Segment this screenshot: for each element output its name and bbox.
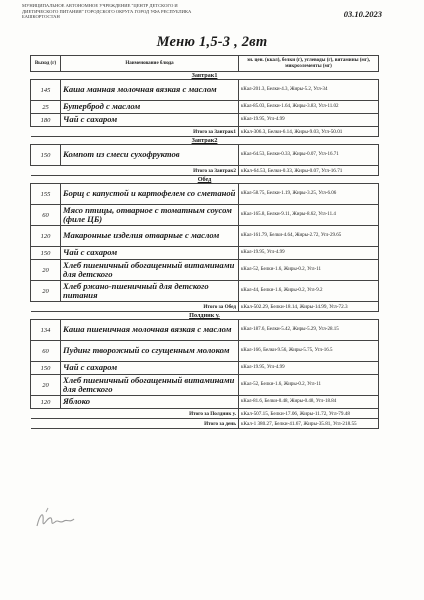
section-total-row <box>31 166 379 176</box>
section-title: Завтрак1 <box>31 72 379 80</box>
dish-nutrition: кКал-64.53, Белки-0.33, Жиры-0.07, Угл-16.71 <box>239 145 379 166</box>
section-total-value: кКал-64.53, Белки-0.33, Жиры-0.07, Угл-16.71 <box>239 166 379 176</box>
dish-nutrition: кКал-165.8, Белки-9.11, Жиры-8.62, Угл-11.4 <box>239 205 379 226</box>
day-total-label: Итого за день <box>61 419 239 429</box>
section-total-value: кКал-306.3, Белки-6.14, Жиры-9.03, Угл-50.01 <box>239 127 379 137</box>
menu-row <box>31 260 379 281</box>
dish-name: Каша пшеничная молочная вязкая с маслом <box>61 320 239 341</box>
menu-row <box>31 396 379 409</box>
dish-name: Мясо птицы, отварное с томатным соусом (филе ЦБ) <box>61 205 239 226</box>
dish-name: Каша манная молочная вязкая с маслом <box>61 80 239 101</box>
dish-name: Макаронные изделия отварные с маслом <box>61 226 239 247</box>
organization-name <box>22 3 332 20</box>
dish-nutrition: кКал-166, Белки-9.56, Жиры-5.75, Угл-16.5 <box>239 341 379 362</box>
dish-nutrition: кКал-19.95, Угл-4.99 <box>239 362 379 375</box>
dish-nutrition: кКал-44, Белки-1.6, Жиры-0.2, Угл-9.2 <box>239 281 379 302</box>
dish-yield: 155 <box>31 184 61 205</box>
dish-yield: 145 <box>31 80 61 101</box>
dish-nutrition: кКал-19.95, Угл-4.99 <box>239 114 379 127</box>
dish-nutrition: кКал-19.95, Угл-4.99 <box>239 247 379 260</box>
dish-nutrition: кКал-81.6, Белки-0.48, Жиры-0.48, Угл-18.84 <box>239 396 379 409</box>
dish-name: Чай с сахаром <box>61 114 239 127</box>
dish-yield: 120 <box>31 396 61 409</box>
dish-name: Чай с сахаром <box>61 247 239 260</box>
total-spacer <box>31 419 61 429</box>
dish-yield: 25 <box>31 101 61 114</box>
menu-row <box>31 341 379 362</box>
dish-yield: 150 <box>31 145 61 166</box>
menu-row <box>31 184 379 205</box>
org-line-2: ДИЕТИЧЕСКОГО ПИТАНИЯ" ГОРОДСКОГО ОКРУГА ГОРОД УФА РЕСПУБЛИКА <box>22 8 192 14</box>
dish-yield: 60 <box>31 341 61 362</box>
dish-name: Яблоко <box>61 396 239 409</box>
section-total-row <box>31 127 379 137</box>
menu-row <box>31 101 379 114</box>
section-header <box>31 176 379 184</box>
section-header <box>31 312 379 320</box>
signature-scribble <box>34 504 80 534</box>
dish-nutrition: кКал-85.03, Белки-1.64, Жиры-3.83, Угл-11.02 <box>239 101 379 114</box>
menu-date: 03.10.2023 <box>343 9 382 19</box>
section-header <box>31 72 379 80</box>
dish-yield: 20 <box>31 375 61 396</box>
dish-name: Хлеб ржано-пшеничный для детского питания <box>61 281 239 302</box>
dish-name: Пудинг творожный со сгущенным молоком <box>61 341 239 362</box>
menu-row <box>31 80 379 101</box>
menu-row <box>31 145 379 166</box>
menu-row <box>31 114 379 127</box>
dish-yield: 120 <box>31 226 61 247</box>
dish-name: Бутерброд с маслом <box>61 101 239 114</box>
dish-yield: 150 <box>31 362 61 375</box>
section-title: Полдник у. <box>31 312 379 320</box>
dish-nutrition: кКал-58.75, Белки-1.19, Жиры-3.25, Угл-6.06 <box>239 184 379 205</box>
dish-name: Хлеб пшеничный обогащенный витаминами для детского <box>61 260 239 281</box>
day-total-value: кКал-1 380.27, Белки-41.67, Жиры-35.81, Угл-218.55 <box>239 419 379 429</box>
header-nutrition: эн. цен. (ккал), белки (г), углеводы (г), витамины (мг), микроэлементы (мг) <box>239 56 379 72</box>
total-spacer <box>31 166 61 176</box>
section-total-label: Итого за Обед <box>61 302 239 312</box>
section-total-label: Итого за Полдник у. <box>61 409 239 419</box>
day-total-row <box>31 419 379 429</box>
dish-yield: 134 <box>31 320 61 341</box>
menu-row <box>31 205 379 226</box>
dish-yield: 60 <box>31 205 61 226</box>
dish-nutrition: кКал-187.6, Белки-5.42, Жиры-5.29, Угл-28.15 <box>239 320 379 341</box>
menu-row <box>31 247 379 260</box>
section-total-value: кКал-502.29, Белки-18.14, Жиры-14.99, Угл-72.3 <box>239 302 379 312</box>
menu-row <box>31 375 379 396</box>
dish-name: Хлеб пшеничный обогащенный витаминами для детского <box>61 375 239 396</box>
dish-name: Чай с сахаром <box>61 362 239 375</box>
section-total-label: Итого за Завтрак1 <box>61 127 239 137</box>
dish-yield: 20 <box>31 260 61 281</box>
section-total-value: кКал-507.15, Белки-17.06, Жиры-11.72, Угл-79.48 <box>239 409 379 419</box>
dish-yield: 20 <box>31 281 61 302</box>
dish-nutrition: кКал-52, Белки-1.6, Жиры-0.2, Угл-11 <box>239 260 379 281</box>
menu-row <box>31 320 379 341</box>
total-spacer <box>31 409 61 419</box>
section-title: Обед <box>31 176 379 184</box>
menu-body <box>31 72 379 429</box>
header-yield: Выход (г) <box>31 56 61 72</box>
header-name: Наименование блюда <box>61 56 239 72</box>
menu-row <box>31 226 379 247</box>
table-header-row <box>31 56 379 72</box>
dish-name: Компот из смеси сухофруктов <box>61 145 239 166</box>
dish-nutrition: кКал-161.79, Белки-4.64, Жиры-2.72, Угл-29.65 <box>239 226 379 247</box>
dish-name: Борщ с капустой и картофелем со сметаной <box>61 184 239 205</box>
section-total-row <box>31 302 379 312</box>
section-title: Завтрак2 <box>31 137 379 145</box>
dish-yield: 150 <box>31 247 61 260</box>
org-line-1: МУНИЦИПАЛЬНОЕ АВТОНОМНОЕ УЧРЕЖДЕНИЕ "ЦЕНТР ДЕТСКОГО И <box>22 3 178 8</box>
total-spacer <box>31 302 61 312</box>
page-title: Меню 1,5-3 , 2вт <box>156 34 268 50</box>
menu-row <box>31 281 379 302</box>
total-spacer <box>31 127 61 137</box>
org-line-3: БАШКОРТОСТАН <box>22 14 60 20</box>
section-total-row <box>31 409 379 419</box>
dish-nutrition: кКал-52, Белки-1.6, Жиры-0.2, Угл-11 <box>239 375 379 396</box>
dish-nutrition: кКал-201.3, Белки-4.3, Жиры-5.2, Угл-34 <box>239 80 379 101</box>
dish-yield: 180 <box>31 114 61 127</box>
menu-row <box>31 362 379 375</box>
section-total-label: Итого за Завтрак2 <box>61 166 239 176</box>
section-header <box>31 137 379 145</box>
menu-table <box>30 55 379 429</box>
